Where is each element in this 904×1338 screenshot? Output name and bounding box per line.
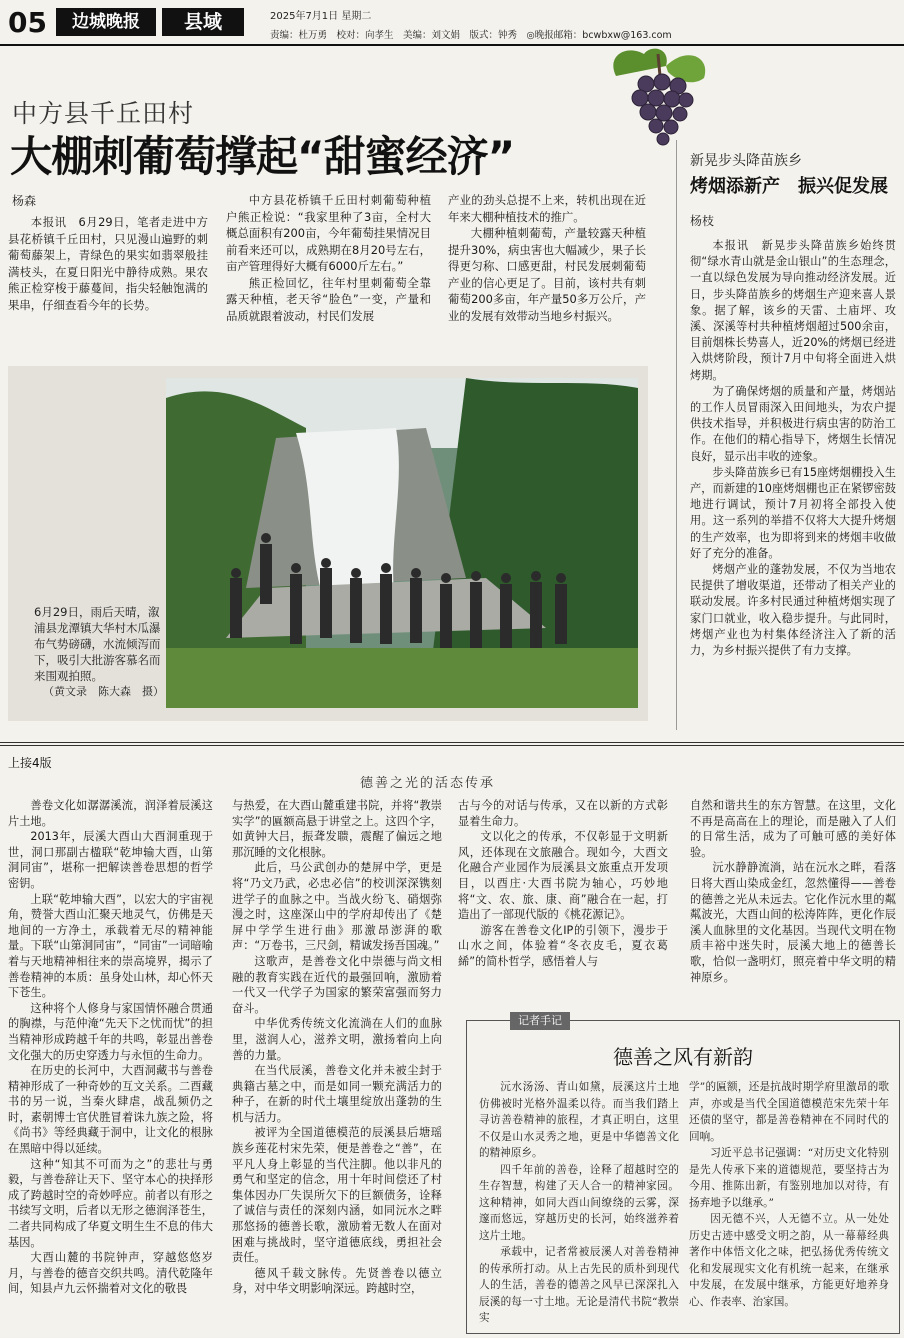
article-column (458, 798, 668, 970)
paragraph: 这歌声，是善卷文化中崇德与尚文相融的教育实践在近代的最强回响，激励着一代又一代学子为国家的繁荣富强而努力奋斗。 (232, 954, 442, 1015)
section-divider (0, 742, 904, 743)
paragraph: 烤烟产业的蓬勃发展，不仅为当地农民提供了增收渠道，还带动了相关产业的联动发展。许多村民通过种植烤烟实现了家门口就业，收入稳步提升。与此同时，烤烟产业也为村集体经济注入了新的活力，为乡村振兴提供了有力支撑。 (690, 563, 896, 658)
paragraph: 学”的匾额，还是抗战时期学府里激昂的歌声，亦或是当代全国道德模范宋先荣十年还债的坚守，都是善卷精神在不同时代的回响。 (689, 1081, 889, 1143)
photo-credit: （黄文录 陈大森 摄） (43, 685, 164, 698)
article-column (226, 192, 431, 324)
headline: 大棚刺葡萄撑起“甜蜜经济” (10, 132, 515, 181)
paragraph: 为了确保烤烟的质量和产量，烤烟站的工作人员冒雨深入田间地头，为农户提供技术指导，并积极进行病虫害的防治工作。在他们的精心指导下，烤烟生长情况良好，显示出丰收的迹象。 (690, 384, 896, 463)
paragraph: 此后，马公武创办的楚屏中学，更是将“乃文乃武，必忠必信”的校训深深镌刻进学子的血脉之中。当战火纷飞、硝烟弥漫之时，这座深山中的学府却传出了《楚屏中学学生进行曲》那激昂澎湃的歌声：“万卷书，三尺剑，精诚发扬吾国魂。” (232, 861, 442, 953)
side-story-body (690, 238, 896, 659)
grape-bunch-icon (596, 36, 716, 151)
side-story-kicker: 新晃步头降苗族乡 (690, 153, 802, 169)
article-column (8, 798, 213, 1297)
paragraph: 因无德不兴，人无德不立。从一处处历史古迹中感受文明之韵，从一幕幕经典著作中体悟文化之味，把弘扬优秀传统文化和发展现实文化有机统一起来，在继承中发展，在发展中继承，方能更好地养身心、作表率、治家国。 (689, 1213, 889, 1308)
paragraph: 本报讯 6月29日，笔者走进中方县花桥镇千丘田村，只见漫山遍野的刺葡萄藤架上，青绿色的果实如翡翠般挂满枝头，在夏日阳光中静待成熟。果农熊正检穿梭于藤蔓间，指尖轻触饱满的果串，仔细查看今年的长势。 (8, 215, 208, 312)
paragraph: 步头降苗族乡已有15座烤烟棚投入生产，而新建的10座烤烟棚也正在紧锣密鼓地进行调试，预计7月初将全部投入使用。这一系列的举措不仅将大大提升烤烟的生产效率，也为即将到来的烤烟丰收做好了充分的准备。 (690, 465, 896, 560)
masthead: 边城晚报 (56, 8, 156, 36)
paragraph: 承载中，记者常被辰溪人对善卷精神的传承所打动。从上古先民的质朴到现代人的生活，善卷的德善之风早已深深扎入辰溪的每一寸土地。无论是清代书院“教崇实 (479, 1246, 679, 1324)
section-label: 县域 (162, 8, 244, 36)
paragraph: 被评为全国道德模范的辰溪县后塘瑶族乡莲花村宋先荣，便是善卷之“善”，在平凡人身上彰显的当代注脚。他以非凡的勇气和坚定的信念，用十年时间偿还了村集体因办厂失误所欠下的巨额债务，诠释了诚信与责任的深刻内涵，如同沅水之畔那悠扬的德善长歌，激励着无数人在面对困难与挑战时，坚守道德底线，勇担社会责任。 (232, 1126, 442, 1265)
editor-note-column (689, 1079, 889, 1310)
editor-credits: 责编：杜万勇 校对：向孝生 美编：刘文娟 版式：钟秀 ◎晚报邮箱：bcwbxw@163.com (270, 30, 672, 41)
paragraph: 大酉山麓的书院钟声，穿越悠悠岁月，与善卷的德音交织共鸣。清代乾隆年间，知县卢九云怀揣着对文化的敬畏 (8, 1251, 213, 1296)
paragraph: 沅水汤汤、青山如黛，辰溪这片土地仿佛被时光格外温柔以待。而当我们踏上寻访善卷精神的旅程，才真正明白，这里不仅是山水灵秀之地，更是中华德善文化的精神原乡。 (479, 1081, 679, 1159)
paragraph: 中方县花桥镇千丘田村刺葡萄种植户熊正检说：“我家里种了3亩，全村大概总面积有200亩，今年葡萄挂果情况目前看来还可以，成熟期在8月20号左右，亩产管理得好大概有6000斤左右。” (226, 193, 431, 273)
paragraph: 本报讯 新晃步头降苗族乡始终贯彻“绿水青山就是金山银山”的生态理念，一直以绿色发展为导向推动经济发展。近日，步头降苗族乡的烤烟生产迎来喜人景象。据了解，该乡的天雷、土庙坪、攻溪、深溪等村共种植烤烟超过500余亩，目前烟株长势喜人，近20%的烤烟已经进入烘烤阶段，预计7月中旬将全面进入烘烤期。 (690, 239, 896, 382)
article-column (8, 214, 208, 313)
paragraph: 2013年，辰溪大酉山大酉洞重现于世，洞口那副古楹联“乾坤输大酉，山第洞同宙”，堪称一把解读善卷思想的哲学密钥。 (8, 830, 213, 890)
paragraph: 产业的劲头总提不上来，转机出现在近年来大棚种植技术的推广。 (448, 193, 646, 224)
paragraph: 熊正检回忆，往年村里刺葡萄全靠露天种植，老天爷“脸色”一变，产量和品质就跟着波动，村民们发展 (226, 275, 431, 323)
paragraph: 古与今的对话与传承，又在以新的方式彰显着生命力。 (458, 799, 668, 828)
paragraph: 与热爱，在大酉山麓重建书院，并将“教崇实学”的匾额高悬于讲堂之上。这四个字，如黄钟大吕，振聋发聩，震醒了偏远之地那沉睡的文化根脉。 (232, 799, 442, 859)
editor-note-box (466, 1020, 900, 1334)
page-number: 05 (8, 6, 47, 39)
article-column (690, 798, 896, 985)
paragraph: 文以化之的传承，不仅彰显于文明新风，还体现在文旅融合。现如今，大酉文化融合产业园作为辰溪县文旅重点开发项目，以酉庄·大酉书院为轴心，巧妙地将“文、农、旅、康、商”融合在一起，打造出了一部现代版的《桃花源记》。 (458, 830, 668, 922)
paragraph: 在历史的长河中，大酉洞藏书与善卷精神形成了一种奇妙的互文关系。二酉藏书的另一说，当秦火肆虐，战乱频仍之时，素朝博士官伏胜冒着诛九族之险，将《尚书》等经典藏于洞中，让文化的根脉在黑暗中得以延续。 (8, 1064, 213, 1156)
paragraph: 德风千载文脉传。先贤善卷以德立身，对中华文明影响深远。跨越时空， (232, 1266, 442, 1296)
editor-note-column (479, 1079, 679, 1327)
editor-note-tag: 记者手记 (510, 1012, 570, 1030)
editor-note-title: 德善之风有新韵 (613, 1045, 753, 1069)
article-column (448, 192, 646, 324)
continuation-note: 上接4版 (8, 756, 52, 770)
paragraph: 这种“知其不可而为之”的悲壮与勇毅，与善卷辞让天下、坚守本心的抉择形成了跨越时空的奇妙呼应。前者以有形之书续写文明，后者以无形之德润泽苍生，二者共同构成了华夏文明生生不息的伟大基因。 (8, 1157, 213, 1249)
paragraph: 这种将个人修身与家国情怀融合贯通的胸襟，与范仲淹“先天下之忧而忧”的担当精神形成跨越千年的共鸣，彰显出善卷文化强大的历史穿透力与永恒的生命力。 (8, 1001, 213, 1062)
story-kicker: 中方县千丘田村 (12, 99, 195, 128)
side-story-headline: 烤烟添新产 振兴促发展 (690, 176, 888, 197)
article-column (232, 798, 442, 1297)
section-divider (0, 745, 904, 746)
caption-text: 6月29日，雨后天晴，溆浦县龙潭镇大华村木瓜瀑布气势磅礴，水流倾泻而下，吸引大批游客慕名而来围观拍照。 (34, 605, 161, 683)
column-rule (676, 140, 677, 730)
waterfall-photo (166, 378, 638, 708)
paragraph: 在当代辰溪，善卷文化并未被尘封于典籍古墓之中，而是如同一颗充满活力的种子，在新的时代土壤里绽放出蓬勃的生机与活力。 (232, 1064, 442, 1124)
photo-caption (34, 604, 164, 700)
paragraph: 习近平总书记强调：“对历史文化特别是先人传承下来的道德规范，要坚持古为今用、推陈出新，有鉴别地加以对待，有扬弃地予以继承。” (689, 1147, 889, 1209)
paragraph: 自然和谐共生的东方智慧。在这里，文化不再是高高在上的理论，而是融入了人们的日常生活，成为了可触可感的美好体验。 (690, 799, 896, 859)
paragraph: 沅水静静流淌，站在沅水之畔，看落日将大酉山染成金红，忽然懂得——善卷的德善之光从未远去。它化作沅水里的粼粼波光，大酉山间的松涛阵阵，更化作辰溪人血脉里的文化基因。当现代文明在物质丰裕中迷失时，辰溪大地上的德善长歌，恰似一盏明灯，照亮着中华文明的精神原乡。 (690, 861, 896, 984)
issue-date: 2025年7月1日 星期二 (270, 11, 372, 22)
paragraph: 大棚种植刺葡萄，产量较露天种植提升30%，病虫害也大幅减少，果子长得更匀称、口感更甜，村民发展刺葡萄产业的信心更足了。目前，该村共有刺葡萄200多亩，年产量50多万公斤，产业的发展有效带动当地乡村振兴。 (448, 226, 646, 323)
paragraph: 中华优秀传统文化流淌在人们的血脉里，滋润人心，滋养文明，激扬着向上向善的力量。 (232, 1017, 442, 1062)
byline: 杨森 (12, 194, 37, 208)
header-rule (0, 44, 904, 46)
paragraph: 四千年前的善卷，诠释了超越时空的生存智慧，构建了天人合一的精神家园。这种精神，如同大酉山间缭绕的云雾，深邃而悠远，穿越历史的长河，始终滋养着这片土地。 (479, 1163, 679, 1242)
side-story-byline: 杨枝 (690, 214, 715, 228)
paragraph: 善卷文化如潺潺溪流，润泽着辰溪这片土地。 (8, 799, 213, 828)
series-title: 德善之光的活态传承 (360, 776, 496, 791)
paragraph: 游客在善卷文化IP的引领下，漫步于山水之间，体验着“冬衣皮毛，夏衣葛絺”的简朴哲学，感悟着人与 (458, 923, 668, 968)
paragraph: 上联“乾坤输大酉”，以宏大的宇宙视角，赞誉大酉山汇聚天地灵气，仿佛是天地间的一方净土，承载着无尽的精神能量。下联“山第洞同宙”，“同宙”一词暗喻着与天地精神相往来的崇高境界，揭示了善卷精神的本质：虽身处山林，却心怀天下苍生。 (8, 892, 213, 1000)
